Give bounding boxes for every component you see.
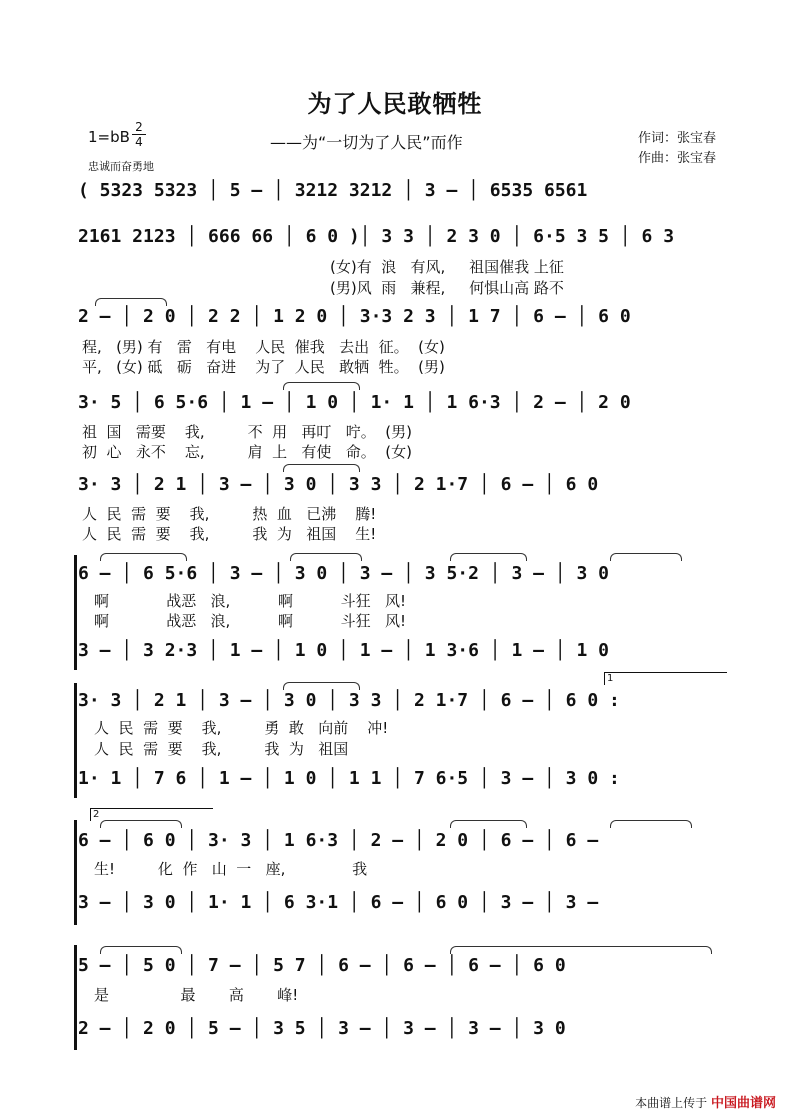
notation-row-8-upper: 6 – │ 6 0 │ 3· 3 │ 1 6·3 │ 2 – │ 2 0 │ 6 – │ 6 – — [78, 830, 599, 851]
notation-row-7-upper: 3· 3 │ 2 1 │ 3 – │ 3 0 │ 3 3 │ 2 1·7 │ 6 – │ 6 0 : — [78, 690, 620, 711]
lyricist-credit: 作词：张宝春 — [638, 131, 717, 146]
lyrics-row-8-line-1: 生! 化 作 山 一 座, 我 — [94, 860, 368, 878]
lyrics-row-5-line-2: 人 民 需 要 我, 我 为 祖国 生! — [82, 525, 377, 543]
slur — [100, 820, 182, 828]
slur — [95, 298, 167, 306]
site-logo[interactable]: 中国曲谱网 — [710, 1096, 776, 1111]
slur — [450, 946, 712, 954]
footer — [635, 1092, 776, 1111]
lyrics-row-7-line-2: 人 民 需 要 我, 我 为 祖国 — [94, 740, 349, 758]
notation-row-9-upper: 5 – │ 5 0 │ 7 – │ 5 7 │ 6 – │ 6 – │ 6 – │ 6 0 — [78, 955, 566, 976]
notation-row-6-upper: 6 – │ 6 5·6 │ 3 – │ 3 0 │ 3 – │ 3 5·2 │ 3 – │ 3 0 — [78, 563, 610, 584]
volta-2: 2 — [90, 808, 213, 821]
song-title: 为了人民敢牺牲 — [307, 90, 483, 118]
lyrics-row-3-line-1: 程, (男) 有 雷 有电 人民 催我 去出 征。 (女) — [82, 338, 445, 356]
composer-credit: 作曲：张宝春 — [638, 151, 717, 166]
footer-text: 本曲谱上传于 — [635, 1096, 708, 1110]
slur — [100, 946, 182, 954]
lyrics-row-3-line-2: 平, (女) 砥 砺 奋进 为了 人民 敢牺 牲。 (男) — [82, 358, 445, 376]
lyrics-row-2-line-1: (女)有 浪 有风, 祖国催我 上征 — [330, 258, 564, 276]
notation-row-4: 3· 5 │ 6 5·6 │ 1 – │ 1 0 │ 1· 1 │ 1 6·3 │ 2 – │ 2 0 — [78, 392, 631, 413]
notation-row-1: ( 5323 5323 │ 5 – │ 3212 3212 │ 3 – │ 6535 6561 — [78, 180, 588, 201]
lyrics-row-5-line-1: 人 民 需 要 我, 热 血 已沸 腾! — [82, 505, 377, 523]
lyrics-row-4-line-1: 祖 国 需要 我, 不 用 再叮 咛。 (男) — [82, 423, 412, 441]
notation-row-3: 2 – │ 2 0 │ 2 2 │ 1 2 0 │ 3·3 2 3 │ 1 7 │ 6 – │ 6 0 — [78, 306, 631, 327]
lyrics-row-9-line-1: 是 最 高 峰! — [94, 986, 299, 1004]
notation-row-2: 2161 2123 │ 666 66 │ 6 0 )│ 3 3 │ 2 3 0 │ 6·5 3 5 │ 6 3 — [78, 226, 675, 247]
slur — [283, 464, 360, 472]
slur — [100, 553, 187, 561]
slur — [610, 553, 682, 561]
lyrics-row-2-line-2: (男)风 雨 兼程, 何惧山高 路不 — [330, 279, 564, 297]
slur — [450, 820, 527, 828]
slur — [610, 820, 692, 828]
notation-row-5: 3· 3 │ 2 1 │ 3 – │ 3 0 │ 3 3 │ 2 1·7 │ 6 – │ 6 0 — [78, 474, 599, 495]
subtitle: ——为“一切为了人民”而作 — [270, 133, 463, 152]
time-signature-top: 2 — [135, 120, 143, 134]
slur — [290, 553, 362, 561]
time-signature-bottom: 4 — [135, 135, 143, 149]
notation-row-9-lower: 2 – │ 2 0 │ 5 – │ 3 5 │ 3 – │ 3 – │ 3 – │ 3 0 — [78, 1018, 566, 1039]
lyrics-row-6-line-1: 啊 战恶 浪, 啊 斗狂 风! — [94, 592, 406, 610]
system-brace-2 — [74, 683, 77, 798]
notation-row-7-lower: 1· 1 │ 7 6 │ 1 – │ 1 0 │ 1 1 │ 7 6·5 │ 3 – │ 3 0 : — [78, 768, 620, 789]
system-brace-3 — [74, 820, 77, 925]
system-brace-4 — [74, 945, 77, 1050]
notation-row-6-lower: 3 – │ 3 2·3 │ 1 – │ 1 0 │ 1 – │ 1 3·6 │ 1 – │ 1 0 — [78, 640, 610, 661]
slur — [450, 553, 527, 561]
lyrics-row-6-line-2: 啊 战恶 浪, 啊 斗狂 风! — [94, 612, 406, 630]
notation-row-8-lower: 3 – │ 3 0 │ 1· 1 │ 6 3·1 │ 6 – │ 6 0 │ 3 – │ 3 – — [78, 892, 599, 913]
time-signature — [132, 121, 146, 148]
tempo-marking: 忠诚而奋勇地 — [88, 160, 154, 173]
key-signature: 1=bB — [88, 128, 130, 146]
volta-1: 1 — [604, 672, 727, 685]
system-brace-1 — [74, 555, 77, 670]
slur — [283, 682, 360, 690]
lyrics-row-4-line-2: 初 心 永不 忘, 肩 上 有使 命。 (女) — [82, 443, 412, 461]
lyrics-row-7-line-1: 人 民 需 要 我, 勇 敢 向前 冲! — [94, 719, 389, 737]
slur — [283, 382, 360, 390]
